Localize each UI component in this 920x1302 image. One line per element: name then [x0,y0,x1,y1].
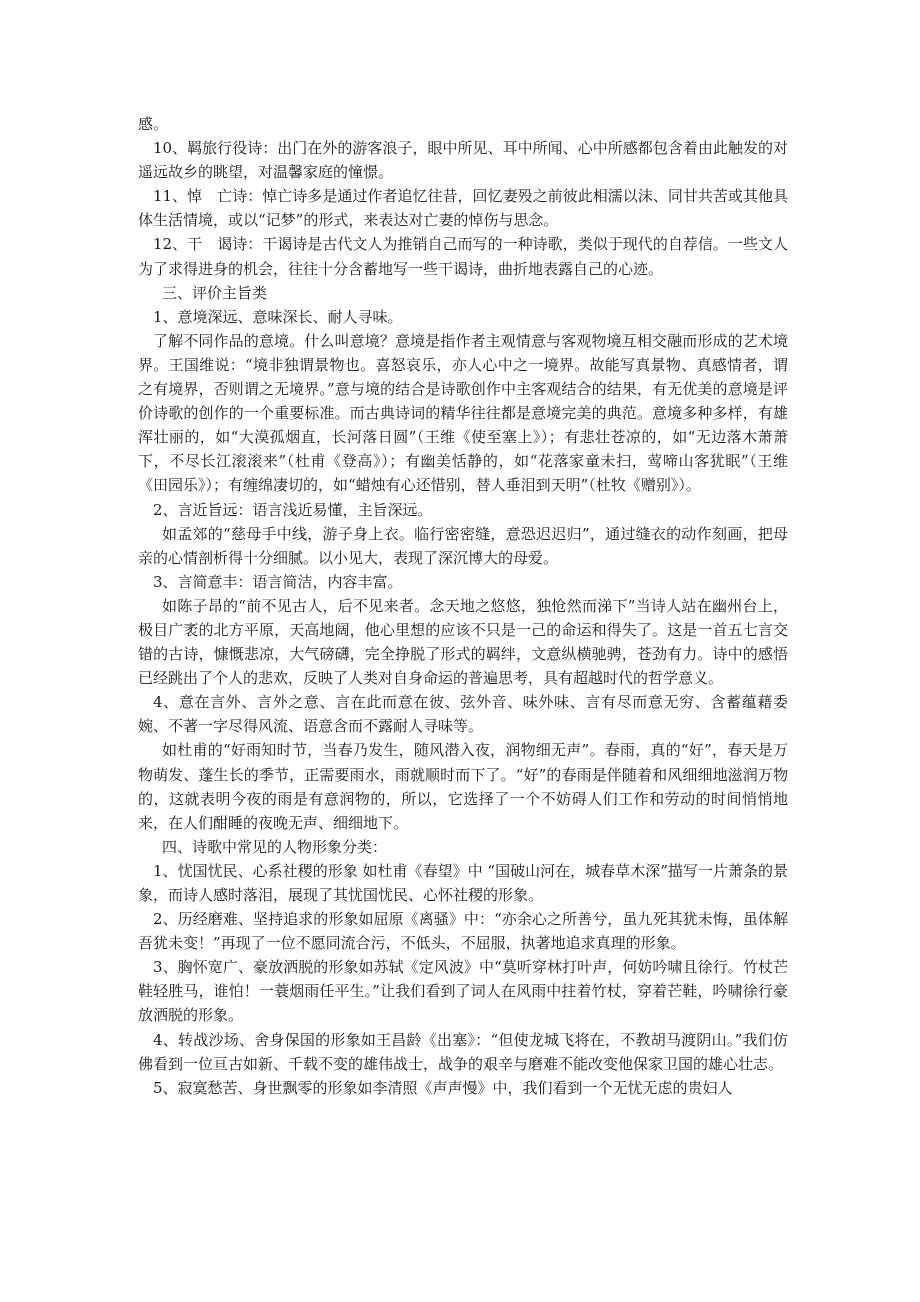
paragraph-8: 2、言近旨远：语言浅近易懂，主旨深远。 [153,500,433,519]
paragraph-15: 1、忧国忧民、心系社稷的形象 如杜甫《春望》中 “国破山河在，城春草木深”描写一片萧条的景象，而诗人感时落泪，展现了其忧国忧民、心怀社稷的形象。 [138,861,788,904]
paragraph-12: 4、意在言外、言外之意、言在此而意在彼、弦外音、味外味、言有尽而意无穷、含蓄蕴藉委婉、不著一字尽得风流、语意含而不露耐人寻味等。 [138,693,788,736]
paragraph-4: 12、干 谒诗：干谒诗是古代文人为推销自己而写的一种诗歌，类似于现代的自荐信。一些文人为了求得进身的机会，往往十分含蓄地写一些干谒诗，曲折地表露自己的心迹。 [138,235,788,278]
paragraph-6: 1、意境深远、意味深长、耐人寻味。 [153,307,403,326]
section-heading-3: 三、评价主旨类 [162,283,268,302]
paragraph-7: 了解不同作品的意境。什么叫意境？意境是指作者主观情意与客观物境互相交融而形成的艺术境界。王国维说：“境非独谓景物也。喜怒哀乐，亦人心中之一境界。故能写真景物、真感情者，谓之有境界，否则谓之无境界。”意与境的结合是诗歌创作中主客观结合的结果，有无优美的意境是评价诗歌的创作的一个重要标准。而古典诗词的精华往往都是意境完美的典范。意境多种多样，有雄浑壮丽的，如“大漠孤烟直，长河落日圆”（王维《使至塞上》）；有悲壮苍凉的，如“无边落木萧萧下，不尽长江滚滚来”（杜甫《登高》）；有幽美恬静的，如“花落家童未扫，莺啼山客犹眠”（王维《田园乐》）；有缠绵凄切的，如“蜡烛有心还惜别，替人垂泪到天明”（杜牧《赠别》）。 [138,331,788,495]
paragraph-17: 3、胸怀宽广、豪放洒脱的形象如苏轼《定风波》中“莫听穿林打叶声，何妨吟啸且徐行。竹杖芒鞋轻胜马，谁怕！一蓑烟雨任平生。”让我们看到了词人在风雨中拄着竹杖，穿着芒鞋，吟啸徐行豪放洒脱的形象。 [138,958,788,1025]
paragraph-13: 如杜甫的“好雨知时节，当春乃发生，随风潜入夜，润物细无声”。春雨，真的“好”，春天是万物萌发、蓬生长的季节，正需要雨水，雨就顺时而下了。“好”的春雨是伴随着和风细细地滋润万物的，这就表明今夜的雨是有意润物的，所以，它选择了一个不妨碍人们工作和劳动的时间悄悄地来，在人们酣睡的夜晚无声、细细地下。 [138,741,788,832]
document-body [138,112,788,1100]
paragraph-11: 如陈子昂的“前不见古人，后不见来者。念天地之悠悠，独怆然而涕下”当诗人站在幽州台上，极目广袤的北方平原，天高地阔，他心里想的应该不只是一己的命运和得失了。这是一首五七言交错的古诗，慷慨悲凉，大气磅礴，完全挣脱了形式的羁绊，文意纵横驰骋，苍劲有力。诗中的感悟已经跳出了个人的悲欢，反映了人类对自身命运的普遍思考，具有超越时代的哲学意义。 [138,596,788,688]
paragraph-2: 10、羁旅行役诗：出门在外的游客浪子，眼中所见、耳中所闻、心中所感都包含着由此触发的对遥远故乡的眺望，对温馨家庭的憧憬。 [138,139,788,182]
paragraph-1: 感。 [138,115,169,133]
paragraph-3: 11、悼 亡诗：悼亡诗多是通过作者追忆往昔，回忆妻殁之前彼此相濡以沫、同甘共苦或其他具体生活情境，或以“记梦”的形式，来表达对亡妻的悼伤与思念。 [138,187,788,230]
paragraph-16: 2、历经磨难、坚持追求的形象如屈原《离骚》中：“亦余心之所善兮，虽九死其犹未悔，虽体解吾犹未变！”再现了一位不愿同流合污，不低头，不屈服，执著地追求真理的形象。 [138,910,788,953]
paragraph-18: 4、转战沙场、舍身保国的形象如王昌龄《出塞》：“但使龙城飞将在，不教胡马渡阴山。”我们仿佛看到一位亘古如新、千载不变的雄伟战士，战争的艰辛与磨难不能改变他保家卫国的雄心壮志。 [138,1030,788,1073]
paragraph-19: 5、寂寞愁苦、身世飘零的形象如李清照《声声慢》中，我们看到一个无忧无虑的贵妇人 [153,1078,733,1097]
paragraph-10: 3、言简意丰：语言简洁，内容丰富。 [153,572,403,591]
section-heading-4: 四、诗歌中常见的人物形象分类： [162,837,388,856]
paragraph-9: 如孟郊的“慈母手中线，游子身上衣。临行密密缝，意恐迟迟归”，通过缝衣的动作刻画，把母亲的心情剖析得十分细腻。以小见大，表现了深沉博大的母爱。 [138,524,788,567]
